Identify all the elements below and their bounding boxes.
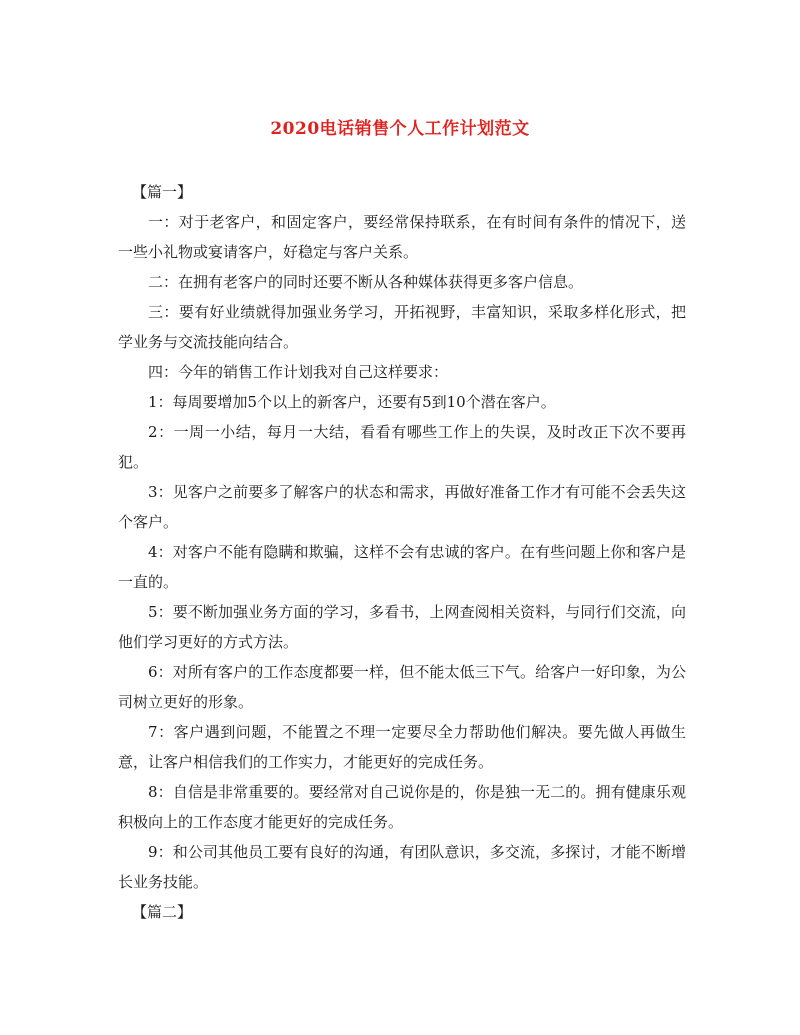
paragraph-4: 四：今年的销售工作计划我对自己这样要求： — [148, 363, 449, 381]
paragraph-5: 1：每周要增加5个以上的新客户，还要有5到10个潜在客户。 — [148, 393, 556, 411]
paragraph-3: 三：要有好业绩就得加强业务学习，开拓视野，丰富知识，采取多样化形式，把学业务与交流技能向结合。 — [118, 303, 686, 351]
paragraph-9: 5：要不断加强业务方面的学习，多看书，上网查阅相关资料，与同行们交流，向他们学习更好的方式方法。 — [118, 603, 686, 651]
paragraph-6: 2：一周一小结，每月一大结，看看有哪些工作上的失误，及时改正下次不要再犯。 — [118, 423, 686, 471]
paragraph-12: 8：自信是非常重要的。要经常对自己说你是的，你是独一无二的。拥有健康乐观积极向上的工作态度才能更好的完成任务。 — [118, 783, 686, 831]
paragraph-7: 3：见客户之前要多了解客户的状态和需求，再做好准备工作才有可能不会丢失这个客户。 — [118, 483, 686, 531]
paragraph-10: 6：对所有客户的工作态度都要一样，但不能太低三下气。给客户一好印象，为公司树立更好的形象。 — [118, 663, 686, 711]
document-body — [118, 177, 686, 927]
paragraph-8: 4：对客户不能有隐瞒和欺骗，这样不会有忠诚的客户。在有些问题上你和客户是一直的。 — [118, 543, 686, 591]
section-heading-1: 【篇一】 — [132, 183, 193, 201]
paragraph-13: 9：和公司其他员工要有良好的沟通，有团队意识，多交流，多探讨，才能不断增长业务技能。 — [118, 843, 686, 891]
paragraph-11: 7：客户遇到问题，不能置之不理一定要尽全力帮助他们解决。要先做人再做生意，让客户相信我们的工作实力，才能更好的完成任务。 — [118, 723, 686, 771]
document-title: 2020电话销售个人工作计划范文 — [270, 119, 530, 139]
paragraph-1: 一：对于老客户，和固定客户，要经常保持联系，在有时间有条件的情况下，送一些小礼物或宴请客户，好稳定与客户关系。 — [118, 213, 686, 261]
section-heading-2: 【篇二】 — [132, 903, 193, 921]
paragraph-2: 二：在拥有老客户的同时还要不断从各种媒体获得更多客户信息。 — [148, 273, 584, 291]
